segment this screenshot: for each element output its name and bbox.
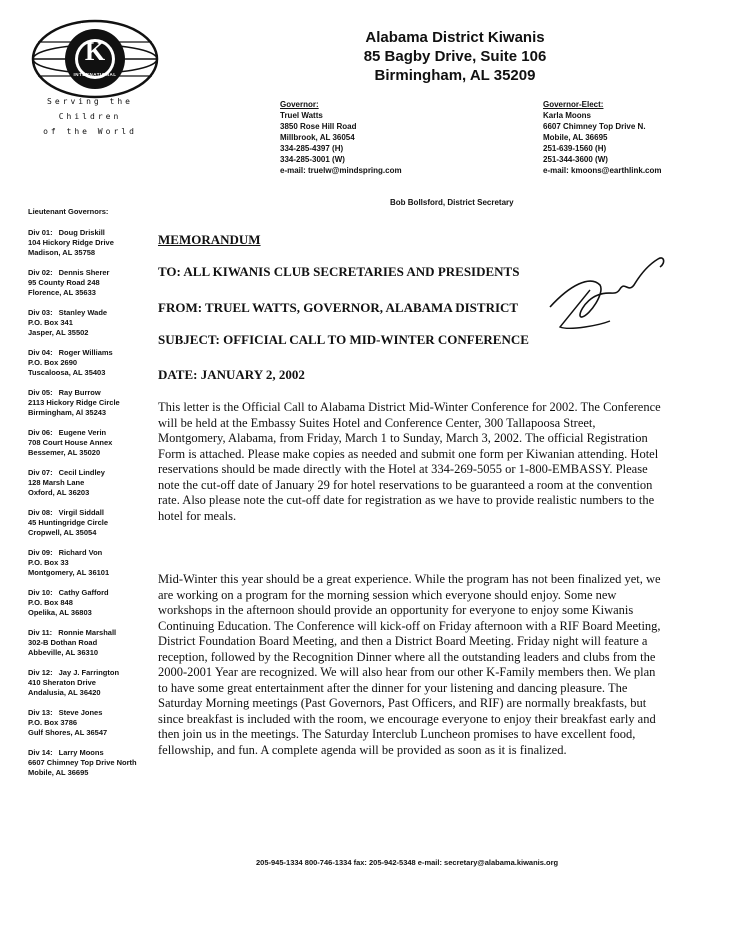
division-number: Div 07: <box>28 468 53 477</box>
division-number: Div 04: <box>28 348 53 357</box>
governor-phone-work: 334-285-3001 (W) <box>280 155 345 164</box>
lt-governor-city: Birmingham, Al 35243 <box>28 408 107 417</box>
division-entry <box>28 388 173 418</box>
division-entry <box>28 668 173 698</box>
division-entry <box>28 308 173 338</box>
org-name: Alabama District Kiwanis <box>365 29 545 46</box>
lt-governor-street: 6607 Chimney Top Drive North <box>28 758 137 767</box>
division-number: Div 01: <box>28 228 53 237</box>
division-entry <box>28 548 173 578</box>
lt-governor-city: Tuscaloosa, AL 35403 <box>28 368 106 377</box>
governor-elect-phone-work: 251-344-3600 (W) <box>543 155 608 164</box>
governor-role: Governor: <box>280 100 319 109</box>
lt-governor-street: 302-B Dothan Road <box>28 638 98 647</box>
lt-governor-name: Cathy Gafford <box>58 588 109 597</box>
lt-governor-name: Virgil Siddall <box>58 508 104 517</box>
lt-governor-city: Mobile, AL 36695 <box>28 768 89 777</box>
lt-governor-city: Opelika, AL 36803 <box>28 608 92 617</box>
lt-governor-name: Larry Moons <box>58 748 104 757</box>
division-entry <box>28 228 173 258</box>
governor-elect-contact <box>543 99 662 176</box>
division-header <box>28 468 173 478</box>
lt-governor-name: Dennis Sherer <box>58 268 110 277</box>
division-header <box>28 308 173 318</box>
lt-governor-street: 104 Hickory Ridge Drive <box>28 238 114 247</box>
lt-governor-street: 2113 Hickory Ridge Circle <box>28 398 120 407</box>
division-number: Div 06: <box>28 428 53 437</box>
governor-elect-phone-home: 251-639-1560 (H) <box>543 144 607 153</box>
division-number: Div 14: <box>28 748 53 757</box>
governor-street: 3850 Rose Hill Road <box>280 122 357 131</box>
district-secretary: Bob Bollsford, District Secretary <box>390 198 514 207</box>
division-entry <box>28 588 173 618</box>
division-number: Div 09: <box>28 548 53 557</box>
division-number: Div 12: <box>28 668 53 677</box>
division-number: Div 05: <box>28 388 53 397</box>
division-entry <box>28 268 173 298</box>
division-header <box>28 588 173 598</box>
division-number: Div 10: <box>28 588 53 597</box>
division-header <box>28 388 173 398</box>
governor-email: e-mail: truelw@mindspring.com <box>280 166 402 175</box>
division-header <box>28 428 173 438</box>
lt-governor-city: Abbeville, AL 36310 <box>28 648 99 657</box>
lt-gov-heading: Lieutenant Governors: <box>28 207 109 216</box>
governor-elect-street: 6607 Chimney Top Drive N. <box>543 122 646 131</box>
memo-subject: SUBJECT: OFFICIAL CALL TO MID-WINTER CONFERENCE <box>158 332 529 347</box>
division-header <box>28 508 173 518</box>
governor-elect-email: e-mail: kmoons@earthlink.com <box>543 166 662 175</box>
division-entry <box>28 748 173 778</box>
lt-governor-street: 45 Huntingridge Circle <box>28 518 109 527</box>
division-header <box>28 548 173 558</box>
footer-contact: 205-945-1334 800-746-1334 fax: 205-942-5348 e-mail: secretary@alabama.kiwanis.org <box>256 858 559 867</box>
lieutenant-governors-sidebar <box>28 207 173 788</box>
division-entry <box>28 348 173 378</box>
logo-letter: K <box>84 37 106 66</box>
tagline-line: of the World <box>43 127 137 136</box>
division-entry <box>28 628 173 658</box>
lt-governor-name: Ray Burrow <box>58 388 101 397</box>
lt-governor-city: Cropwell, AL 35054 <box>28 528 97 537</box>
governor-elect-city: Mobile, AL 36695 <box>543 133 608 142</box>
division-header <box>28 668 173 678</box>
governor-name: Truel Watts <box>280 111 323 120</box>
letterhead <box>340 28 570 85</box>
lt-governor-name: Doug Driskill <box>58 228 105 237</box>
lt-governor-street: 410 Sheraton Drive <box>28 678 96 687</box>
lt-governor-city: Bessemer, AL 35020 <box>28 448 101 457</box>
memo-paragraph: Mid-Winter this year should be a great experience. While the program has not been finalized yet, we are working on a program for the morning session which everyone should enjoy. Some new workshops in the afternoon should provide an opportunity for everyone to enjoy some Kiwanis Continuing Education. The Conference will kick-off on Friday afternoon with a RIF Board Meeting, District Foundation Board Meeting, and then a District Board Meeting. Friday night will feature a reception, followed by the Recognition Dinner where all the outstanding leaders and clubs from the 2000-2001 Year are recognized. We will also hear from our other K-Family members then. We plan to have some great entertainment after the dinner for your listening and dancing pleasure. The Saturday Morning meetings (Past Governors, Past Officers, and RIF) are normally breakfasts, but since breakfast is included with the room, we encourage everyone to enjoy their breakfast early and then join us in the meetings. The Saturday Interclub Luncheon promises to have excellent food, fellowship, and fun. A complete agenda will be provided as soon as it is finalized. <box>158 572 661 757</box>
memo-paragraph: This letter is the Official Call to Alabama District Mid-Winter Conference for 2002. The Conference will be held at the Embassy Suites Hotel and Conference Center, 300 Tallapoosa Street, Montgomery, Alabama, from Friday, March 1 to Sunday, March 3, 2002. The official Registration Form is attached. Please make copies as needed and submit one form per Kiwanian attending. Hotel reservations should be made directly with the Hotel at 334-269-5055 or 1-800-EMBASSY. Please note the cut-off date of January 29 for hotel reservations to be guaranteed a room at the convention rate. Also please note the cut-off date for registration as we have to provide realistic numbers to the hotel for meals. <box>158 400 661 523</box>
lt-governor-city: Oxford, AL 36203 <box>28 488 90 497</box>
division-header <box>28 708 173 718</box>
logo-ring-top: KIWANIS <box>80 23 110 29</box>
tagline-line: Children <box>58 112 122 121</box>
handwritten-signature <box>530 245 680 335</box>
lt-governor-name: Roger Williams <box>58 348 113 357</box>
lt-governor-city: Montgomery, AL 36101 <box>28 568 110 577</box>
division-entry <box>28 508 173 538</box>
lt-governor-street: 95 County Road 248 <box>28 278 100 287</box>
lt-governor-city: Florence, AL 35633 <box>28 288 96 297</box>
division-number: Div 03: <box>28 308 53 317</box>
division-entry <box>28 468 173 498</box>
division-header <box>28 748 173 758</box>
lt-governor-city: Andalusia, AL 36420 <box>28 688 101 697</box>
lt-governor-name: Ronnie Marshall <box>58 628 117 637</box>
lt-governor-street: 708 Court House Annex <box>28 438 113 447</box>
tagline-line: Serving the <box>47 97 133 106</box>
division-number: Div 02: <box>28 268 53 277</box>
lt-governor-name: Steve Jones <box>58 708 103 717</box>
division-header <box>28 268 173 278</box>
governor-phone-home: 334-285-4397 (H) <box>280 144 344 153</box>
memo-title: MEMORANDUM <box>158 232 261 247</box>
lt-governor-street: P.O. Box 33 <box>28 558 69 567</box>
division-number: Div 11: <box>28 628 53 637</box>
lt-governor-street: P.O. Box 848 <box>28 598 73 607</box>
division-entry <box>28 708 173 738</box>
lt-governor-street: P.O. Box 2690 <box>28 358 78 367</box>
lt-governor-city: Gulf Shores, AL 36547 <box>28 728 108 737</box>
governor-city: Millbrook, AL 36054 <box>280 133 355 142</box>
governor-elect-role: Governor-Elect: <box>543 100 604 109</box>
lt-governor-name: Jay J. Farrington <box>58 668 120 677</box>
lt-governor-name: Richard Von <box>58 548 103 557</box>
division-header <box>28 348 173 358</box>
lt-governor-city: Jasper, AL 35502 <box>28 328 89 337</box>
lt-governor-name: Stanley Wade <box>58 308 108 317</box>
lt-governor-name: Cecil Lindley <box>58 468 105 477</box>
memo-date: DATE: JANUARY 2, 2002 <box>158 367 305 382</box>
lt-governor-street: P.O. Box 341 <box>28 318 73 327</box>
org-address-line1: 85 Bagby Drive, Suite 106 <box>363 48 547 65</box>
lt-governor-name: Eugene Verin <box>58 428 107 437</box>
logo-tagline <box>10 94 170 139</box>
division-header <box>28 228 173 238</box>
governor-contact <box>280 99 402 176</box>
division-list <box>28 228 173 778</box>
lt-governor-street: 128 Marsh Lane <box>28 478 85 487</box>
lt-governor-street: P.O. Box 3786 <box>28 718 78 727</box>
division-number: Div 08: <box>28 508 53 517</box>
governor-elect-name: Karla Moons <box>543 111 592 120</box>
logo-ring-bottom: INTERNATIONAL <box>73 72 117 77</box>
division-number: Div 13: <box>28 708 53 717</box>
lt-governor-city: Madison, AL 35758 <box>28 248 96 257</box>
division-header <box>28 628 173 638</box>
memo-to: TO: ALL KIWANIS CLUB SECRETARIES AND PRESIDENTS <box>158 264 520 279</box>
org-address-line2: Birmingham, AL 35209 <box>374 67 536 84</box>
division-entry <box>28 428 173 458</box>
memo-from: FROM: TRUEL WATTS, GOVERNOR, ALABAMA DISTRICT <box>158 300 519 315</box>
